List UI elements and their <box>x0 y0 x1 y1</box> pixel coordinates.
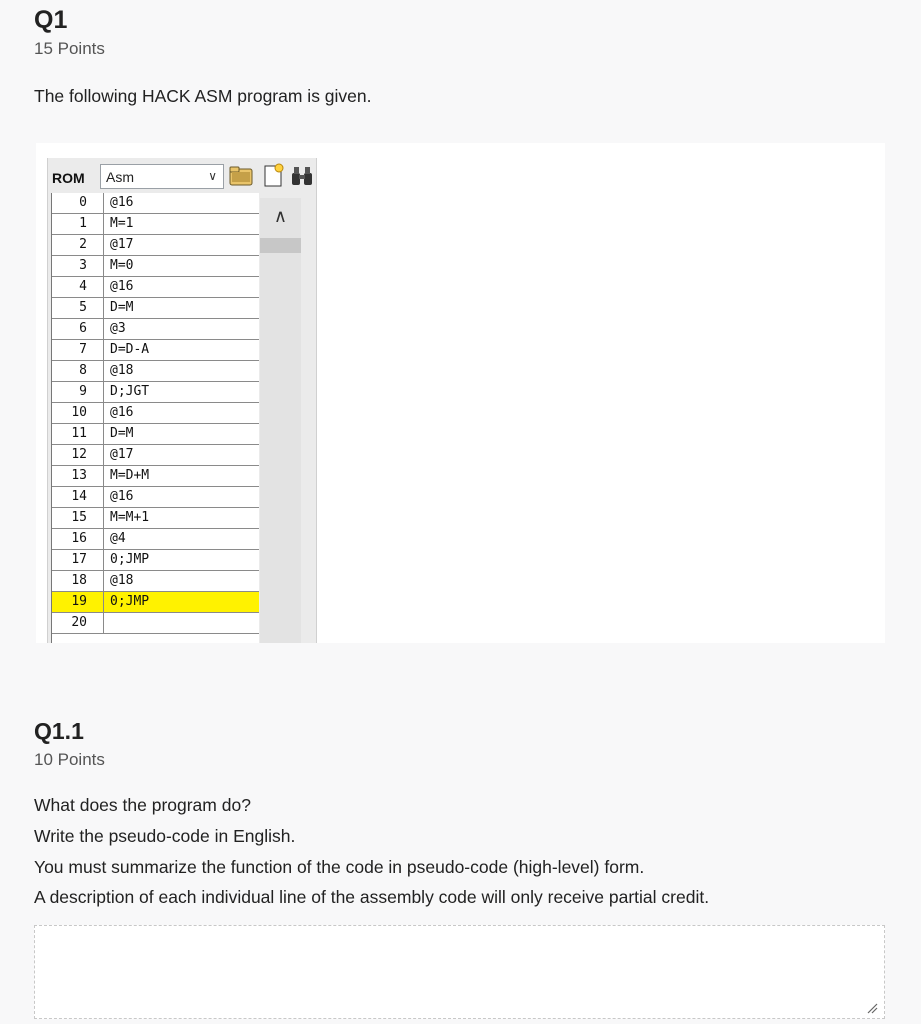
rom-address: 0 <box>52 193 104 213</box>
scroll-up-arrow-icon[interactable]: ∧ <box>273 206 288 227</box>
rom-instruction: M=1 <box>110 216 134 231</box>
rom-address: 2 <box>52 235 104 255</box>
question-points: 15 Points <box>34 39 105 58</box>
rom-instruction: @18 <box>110 363 134 378</box>
rom-row[interactable] <box>52 571 259 592</box>
rom-address: 10 <box>52 403 104 423</box>
rom-address: 3 <box>52 256 104 276</box>
instruction-line: A description of each individual line of the assembly code will only receive partial credit. <box>34 887 710 907</box>
rom-address: 4 <box>52 277 104 297</box>
rom-instruction: D=M <box>110 300 134 315</box>
rom-address: 1 <box>52 214 104 234</box>
rom-instruction: D=M <box>110 426 134 441</box>
rom-row[interactable] <box>52 466 259 487</box>
rom-row[interactable] <box>52 193 259 214</box>
rom-instruction: @16 <box>110 279 134 294</box>
rom-address: 9 <box>52 382 104 402</box>
scrollbar-thumb[interactable] <box>260 238 301 253</box>
rom-panel <box>47 158 317 643</box>
rom-instruction: @16 <box>110 489 134 504</box>
rom-address: 17 <box>52 550 104 570</box>
rom-instruction: 0;JMP <box>110 594 150 609</box>
chevron-down-icon: ∨ <box>208 169 217 183</box>
rom-row[interactable] <box>52 382 259 403</box>
rom-address: 18 <box>52 571 104 591</box>
rom-instruction: M=0 <box>110 258 134 273</box>
instruction-line: What does the program do? <box>34 795 251 815</box>
rom-instruction: @16 <box>110 195 134 210</box>
instruction-line: Write the pseudo-code in English. <box>34 826 296 846</box>
rom-row[interactable] <box>52 298 259 319</box>
rom-row[interactable] <box>52 361 259 382</box>
rom-address: 6 <box>52 319 104 339</box>
rom-instruction: @17 <box>110 447 134 462</box>
rom-row[interactable] <box>52 445 259 466</box>
rom-address: 13 <box>52 466 104 486</box>
rom-instruction: @4 <box>110 531 126 546</box>
rom-label: ROM <box>52 170 85 186</box>
rom-row[interactable] <box>52 592 259 613</box>
rom-row[interactable] <box>52 613 259 634</box>
rom-row[interactable] <box>52 256 259 277</box>
rom-row[interactable] <box>52 550 259 571</box>
new-document-icon[interactable] <box>260 163 286 189</box>
rom-instruction: M=D+M <box>110 468 150 483</box>
rom-address: 20 <box>52 613 104 633</box>
rom-row[interactable] <box>52 424 259 445</box>
format-select[interactable] <box>100 164 224 189</box>
rom-toolbar <box>48 158 316 194</box>
rom-row[interactable] <box>52 487 259 508</box>
answer-textarea[interactable] <box>34 925 885 1019</box>
subquestion-points: 10 Points <box>34 750 105 769</box>
resize-handle-icon[interactable] <box>866 1002 878 1014</box>
question-title: Q1 <box>34 6 68 34</box>
rom-address: 12 <box>52 445 104 465</box>
rom-row[interactable] <box>52 235 259 256</box>
rom-address: 7 <box>52 340 104 360</box>
rom-address: 11 <box>52 424 104 444</box>
rom-instruction: 0;JMP <box>110 552 150 567</box>
binoculars-icon[interactable] <box>289 163 315 189</box>
rom-instruction: @18 <box>110 573 134 588</box>
rom-row[interactable] <box>52 403 259 424</box>
rom-address: 15 <box>52 508 104 528</box>
rom-row[interactable] <box>52 529 259 550</box>
rom-instruction: M=M+1 <box>110 510 150 525</box>
subquestion-title: Q1.1 <box>34 718 84 744</box>
question-prompt: The following HACK ASM program is given. <box>34 86 372 106</box>
rom-instruction: @16 <box>110 405 134 420</box>
format-select-value: Asm <box>106 169 134 185</box>
rom-address: 5 <box>52 298 104 318</box>
rom-instruction: D;JGT <box>110 384 150 399</box>
rom-address: 16 <box>52 529 104 549</box>
scrollbar[interactable] <box>260 198 301 643</box>
rom-row[interactable] <box>52 340 259 361</box>
rom-address: 8 <box>52 361 104 381</box>
rom-row[interactable] <box>52 319 259 340</box>
rom-instruction: @17 <box>110 237 134 252</box>
rom-row[interactable] <box>52 277 259 298</box>
rom-address: 14 <box>52 487 104 507</box>
rom-row[interactable] <box>52 214 259 235</box>
rom-instruction: D=D-A <box>110 342 150 357</box>
rom-table <box>51 193 259 643</box>
instruction-line: You must summarize the function of the code in pseudo-code (high-level) form. <box>34 857 645 877</box>
rom-address: 19 <box>52 592 104 612</box>
rom-row[interactable] <box>52 508 259 529</box>
rom-instruction: @3 <box>110 321 126 336</box>
folder-icon[interactable] <box>228 163 254 189</box>
